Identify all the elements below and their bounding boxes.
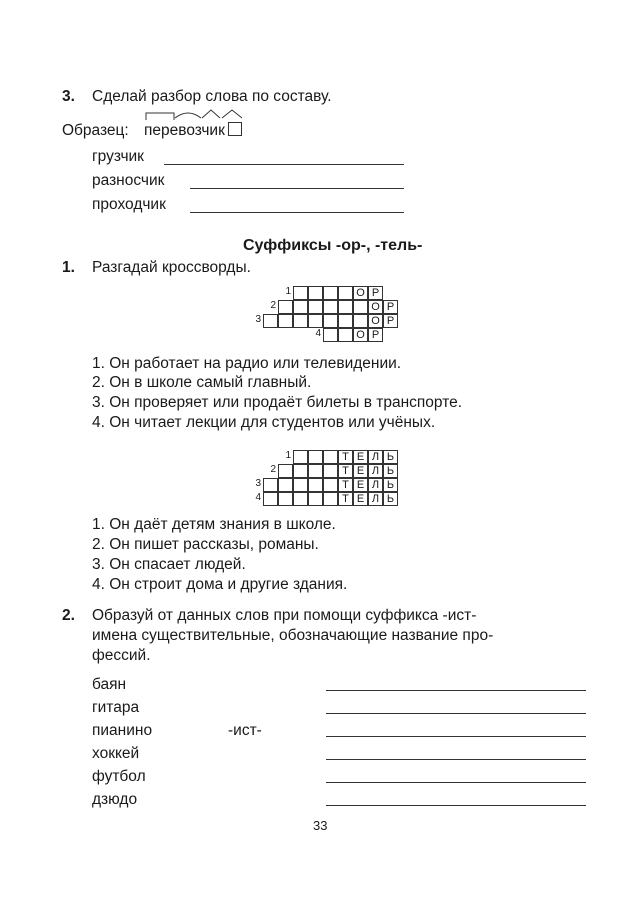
answer-line[interactable] bbox=[326, 736, 586, 737]
crossword-cell[interactable] bbox=[353, 300, 368, 314]
crossword-letter: Ь bbox=[383, 478, 398, 492]
row-number: 4 bbox=[255, 492, 261, 503]
task3-word-1: грузчик bbox=[92, 148, 144, 165]
task2-word-3: пианино bbox=[92, 722, 153, 739]
crossword-letter: Л bbox=[368, 450, 383, 464]
crossword-cell[interactable] bbox=[278, 314, 293, 328]
crossword-cell[interactable] bbox=[323, 300, 338, 314]
crossword-cell[interactable] bbox=[293, 464, 308, 478]
crossword-letter: О bbox=[353, 286, 368, 300]
clue-1-4: 4. Он читает лекции для студентов или учёных. bbox=[92, 414, 436, 431]
crossword-cell[interactable] bbox=[293, 492, 308, 506]
clue-1-2: 2. Он в школе самый главный. bbox=[92, 374, 312, 391]
task3-prompt: Сделай разбор слова по составу. bbox=[92, 88, 332, 105]
crossword-cell[interactable] bbox=[308, 464, 323, 478]
row-number: 1 bbox=[285, 286, 291, 297]
answer-line[interactable] bbox=[326, 713, 586, 714]
crossword-letter: Е bbox=[353, 464, 368, 478]
task1-prompt: Разгадай кроссворды. bbox=[92, 259, 251, 276]
crossword-cell[interactable] bbox=[278, 300, 293, 314]
clue-2-1: 1. Он даёт детям знания в школе. bbox=[92, 516, 336, 533]
crossword-cell[interactable] bbox=[338, 286, 353, 300]
crossword-cell[interactable] bbox=[293, 478, 308, 492]
crossword-letter: О bbox=[353, 328, 368, 342]
crossword-cell[interactable] bbox=[308, 286, 323, 300]
crossword-letter: О bbox=[368, 314, 383, 328]
crossword-cell[interactable] bbox=[323, 492, 338, 506]
section-title: Суффиксы -ор-, -тель- bbox=[243, 237, 423, 254]
answer-line[interactable] bbox=[326, 805, 586, 806]
crossword-letter: Т bbox=[338, 478, 353, 492]
crossword-letter: Р bbox=[383, 314, 398, 328]
page-number: 33 bbox=[313, 818, 328, 833]
crossword-letter: Р bbox=[383, 300, 398, 314]
task2-prompt-line-2: имена существительные, обозначающие название про- bbox=[92, 627, 494, 644]
crossword-cell[interactable] bbox=[278, 492, 293, 506]
row-number: 4 bbox=[315, 328, 321, 339]
crossword-letter: Ь bbox=[383, 450, 398, 464]
crossword-cell[interactable] bbox=[263, 314, 278, 328]
crossword-cell[interactable] bbox=[353, 314, 368, 328]
crossword-cell[interactable] bbox=[263, 492, 278, 506]
answer-line[interactable] bbox=[164, 164, 404, 165]
clue-2-2: 2. Он пишет рассказы, романы. bbox=[92, 536, 319, 553]
crossword-cell[interactable] bbox=[323, 464, 338, 478]
row-number: 3 bbox=[255, 314, 261, 325]
answer-line[interactable] bbox=[326, 782, 586, 783]
crossword-cell[interactable] bbox=[338, 300, 353, 314]
task2-word-4: хоккей bbox=[92, 745, 140, 762]
crossword-letter: Р bbox=[368, 328, 383, 342]
crossword-cell[interactable] bbox=[323, 314, 338, 328]
crossword-cell[interactable] bbox=[308, 314, 323, 328]
row-number: 2 bbox=[270, 300, 276, 311]
task2-prompt-line-3: фессий. bbox=[92, 647, 151, 664]
crossword-cell[interactable] bbox=[293, 286, 308, 300]
crossword-letter: Л bbox=[368, 464, 383, 478]
ending-square-icon bbox=[228, 122, 242, 136]
crossword-letter: Е bbox=[353, 478, 368, 492]
task1-number: 1. bbox=[62, 259, 75, 276]
example-label: Образец: bbox=[62, 122, 129, 139]
crossword-letter: Т bbox=[338, 464, 353, 478]
crossword-cell[interactable] bbox=[263, 478, 278, 492]
answer-line[interactable] bbox=[326, 690, 586, 691]
crossword-cell[interactable] bbox=[323, 328, 338, 342]
crossword-letter: Л bbox=[368, 478, 383, 492]
crossword-letter: Ь bbox=[383, 464, 398, 478]
task2-word-2: гитара bbox=[92, 699, 140, 716]
example-word bbox=[144, 122, 242, 140]
clue-1-1: 1. Он работает на радио или телевидении. bbox=[92, 355, 402, 372]
task2-word-1: баян bbox=[92, 676, 127, 693]
crossword-cell[interactable] bbox=[323, 450, 338, 464]
crossword-cell[interactable] bbox=[293, 314, 308, 328]
crossword-cell[interactable] bbox=[293, 300, 308, 314]
clue-1-3: 3. Он проверяет или продаёт билеты в транспорте. bbox=[92, 394, 463, 411]
morpheme-marks bbox=[144, 108, 264, 124]
suffix-label: -ист- bbox=[228, 722, 262, 739]
task3-word-2: разносчик bbox=[92, 172, 165, 189]
clue-2-4: 4. Он строит дома и другие здания. bbox=[92, 576, 348, 593]
task3-number: 3. bbox=[62, 88, 75, 105]
crossword-cell[interactable] bbox=[323, 478, 338, 492]
task2-prompt-line-1: Образуй от данных слов при помощи суффикса -ист- bbox=[92, 607, 477, 624]
crossword-letter: Т bbox=[338, 450, 353, 464]
crossword-letter: Л bbox=[368, 492, 383, 506]
example-word-text: перевозчик bbox=[144, 122, 225, 139]
crossword-letter: Р bbox=[368, 286, 383, 300]
answer-line[interactable] bbox=[190, 188, 404, 189]
row-number: 3 bbox=[255, 478, 261, 489]
crossword-cell[interactable] bbox=[278, 464, 293, 478]
task2-number: 2. bbox=[62, 607, 75, 624]
crossword-cell[interactable] bbox=[308, 300, 323, 314]
crossword-letter: Т bbox=[338, 492, 353, 506]
crossword-cell[interactable] bbox=[308, 478, 323, 492]
answer-line[interactable] bbox=[326, 759, 586, 760]
crossword-cell[interactable] bbox=[293, 450, 308, 464]
clue-2-3: 3. Он спасает людей. bbox=[92, 556, 246, 573]
row-number: 2 bbox=[270, 464, 276, 475]
task2-word-5: футбол bbox=[92, 768, 146, 785]
crossword-letter: Е bbox=[353, 492, 368, 506]
crossword-letter: Ь bbox=[383, 492, 398, 506]
task2-word-6: дзюдо bbox=[92, 791, 138, 808]
crossword-cell[interactable] bbox=[338, 314, 353, 328]
crossword-cell[interactable] bbox=[338, 328, 353, 342]
crossword-cell[interactable] bbox=[308, 450, 323, 464]
crossword-cell[interactable] bbox=[323, 286, 338, 300]
answer-line[interactable] bbox=[190, 212, 404, 213]
crossword-letter: О bbox=[368, 300, 383, 314]
crossword-letter: Е bbox=[353, 450, 368, 464]
crossword-cell[interactable] bbox=[278, 478, 293, 492]
row-number: 1 bbox=[285, 450, 291, 461]
crossword-cell[interactable] bbox=[308, 492, 323, 506]
task3-word-3: проходчик bbox=[92, 196, 166, 213]
